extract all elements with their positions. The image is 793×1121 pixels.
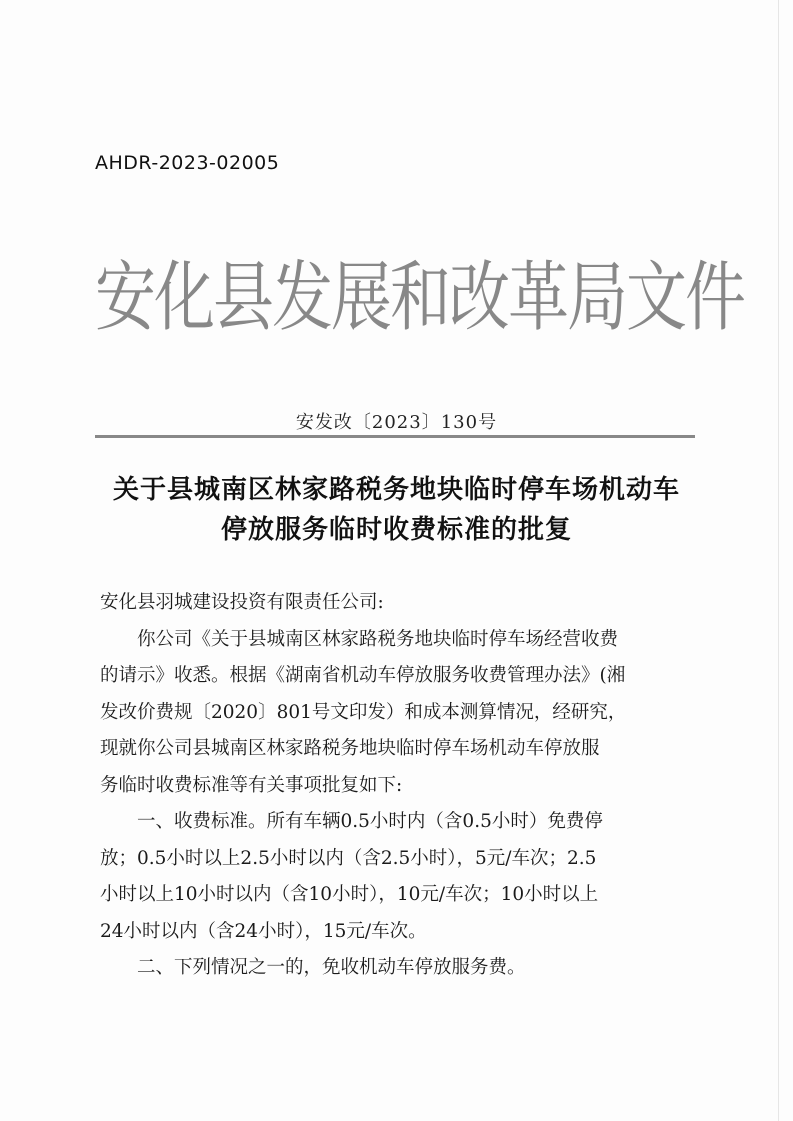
body-line: 小时以上10小时以内（含10小时），10元/车次；10小时以上 — [100, 884, 599, 905]
body-line: 一、收费标准。所有车辆0.5小时内（含0.5小时）免费停 — [137, 811, 603, 832]
body-line: 你公司《关于县城南区林家路税务地块临时停车场经营收费 — [137, 628, 619, 650]
body-line: 二、下列情况之一的，免收机动车停放服务费。 — [137, 957, 526, 978]
document-code: AHDR-2023-02005 — [95, 152, 280, 174]
body-line: 的请示》收悉。根据《湖南省机动车停放服务收费管理办法》(湘 — [100, 665, 626, 686]
title-line: 关于县城南区林家路税务地块临时停车场机动车 — [112, 475, 680, 505]
body-line: 现就你公司县城南区林家路税务地块临时停车场机动车停放服 — [100, 738, 600, 759]
addressee: 安化县羽城建设投资有限责任公司: — [100, 592, 384, 613]
document-number: 安发改〔2023〕130号 — [295, 412, 498, 433]
scan-edge-line — [778, 0, 779, 1121]
document-body — [100, 585, 700, 987]
body-line: 放；0.5小时以上2.5小时以内（含2.5小时），5元/车次；2.5 — [100, 847, 597, 869]
document-title — [60, 470, 733, 550]
title-line: 停放服务临时收费标准的批复 — [220, 515, 572, 545]
masthead-title: 安化县发展和改革局文件 — [95, 253, 745, 343]
body-line: 务临时收费标准等有关事项批复如下: — [100, 774, 403, 796]
body-line: 发改价费规〔2020〕801号文印发）和成本测算情况，经研究， — [100, 701, 627, 723]
masthead-divider — [95, 435, 695, 438]
body-line: 24小时以内（含24小时），15元/车次。 — [100, 920, 427, 942]
